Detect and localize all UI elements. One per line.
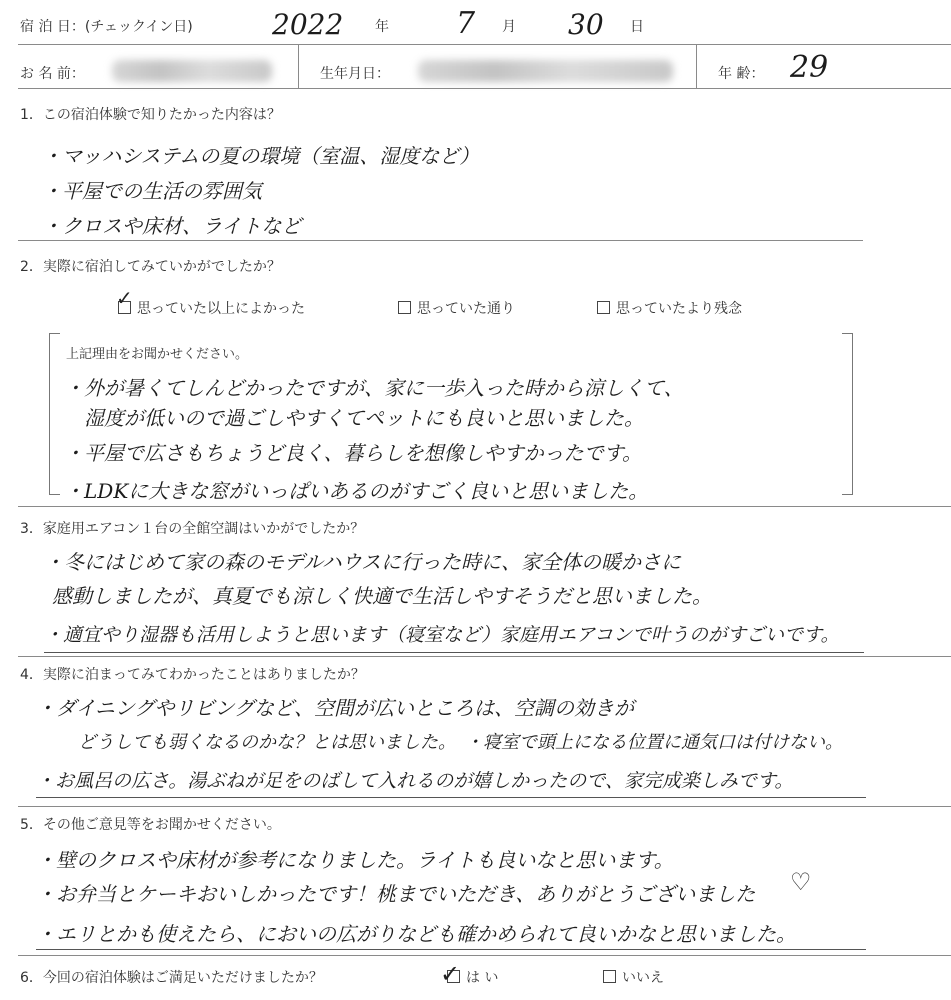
q2-option-better[interactable] [118, 298, 305, 318]
q3-question: 3．家庭用エアコン１台の全館空調はいかがでしたか？ [20, 521, 365, 537]
q2-reason-3: ・平屋で広さもちょうど良く、暮らしを想像しやすかったです。 [64, 441, 642, 465]
q2-question: 2．実際に宿泊してみていかがでしたか？ [20, 259, 281, 275]
day-unit: 日 [630, 19, 644, 35]
q1-answer-2: ・平屋での生活の雰囲気 [42, 179, 262, 203]
q2-checkbox-worse[interactable] [597, 301, 610, 314]
q3-answer-2: 感動しましたが、真夏でも涼しく快適で生活しやすそうだと思いました。 [52, 584, 712, 608]
q2-reason-2: 湿度が低いので過ごしやすくてペットにも良いと思いました。 [84, 406, 644, 430]
redacted-name [112, 60, 272, 82]
q5-answer-2: ・お弁当とケーキおいしかったです！桃までいただき、ありがとうございました [36, 882, 756, 906]
q5-divider [18, 955, 951, 956]
q5-answer-3: ・エリとかも使えたら、においの広がりなども確かめられて良いかなと思いました。 [36, 922, 796, 946]
q6-question: 6．今回の宿泊体験はご満足いただけましたか？ [20, 970, 323, 986]
q6-option-yes-label: は い [466, 970, 499, 986]
q1-answer-3: ・クロスや床材、ライトなど [42, 214, 302, 238]
q6-checkbox-no[interactable] [603, 970, 616, 983]
q2-reason-1: ・外が暑くてしんどかったですが、家に一歩入った時から涼しくて、 [64, 376, 684, 400]
q1-question: 1．この宿泊体験で知りたかった内容は？ [20, 107, 281, 123]
q4-divider [18, 806, 951, 807]
q2-option-expected-label: 思っていた通り [417, 301, 515, 317]
year-unit: 年 [375, 19, 389, 35]
q2-checkbox-expected[interactable] [398, 301, 411, 314]
q1-answer-1: ・マッハシステムの夏の環境（室温、湿度など） [42, 144, 480, 168]
month-value: 7 [456, 6, 476, 41]
q5-answer-1: ・壁のクロスや床材が参考になりました。ライトも良いなと思います。 [36, 848, 674, 872]
q2-check-icon: ✓ [116, 286, 133, 310]
q5-question: 5．その他ご意見等をお聞かせください。 [20, 817, 281, 833]
year-value: 2022 [272, 8, 344, 41]
q3-divider [18, 656, 951, 657]
q2-option-better-label: 思っていた以上によかった [137, 301, 305, 317]
reason-bracket-left [49, 333, 60, 495]
q6-check-icon: ✓ [440, 960, 461, 988]
q2-reason-4: ・LDKに大きな窓がいっぱいあるのがすごく良いと思いました。 [64, 479, 649, 503]
header-divider-2 [18, 88, 951, 89]
q3-answer-1: ・冬にはじめて家の森のモデルハウスに行った時に、家全体の暖かさに [44, 550, 681, 574]
q2-option-expected[interactable] [398, 298, 515, 318]
q6-option-no[interactable] [603, 967, 664, 987]
q3-answer-3-underline [44, 652, 864, 653]
q2-reason-label: 上記理由をお聞かせください。 [66, 347, 249, 362]
q4-question: 4．実際に泊まってみてわかったことはありましたか？ [20, 667, 365, 683]
q4-answer-3: ・お風呂の広さ。湯ぶねが足をのばして入れるのが嬉しかったので、家完成楽しみです。 [36, 770, 794, 792]
q4-answer-2: どうしても弱くなるのかな？とは思いました。 ・寝室で頭上になる位置に通気口は付けない。 [78, 732, 843, 753]
q2-divider [18, 506, 951, 507]
redacted-birthdate [418, 60, 673, 82]
birthdate-divider [696, 44, 697, 88]
q5-answer-3-underline [36, 949, 866, 950]
age-label: 年 齢： [718, 66, 765, 82]
q2-option-worse[interactable] [597, 298, 742, 318]
q4-answer-1: ・ダイニングやリビングなど、空間が広いところは、空調の効きが [36, 696, 634, 720]
day-value: 30 [568, 8, 604, 41]
q2-option-worse-label: 思っていたより残念 [616, 301, 742, 317]
name-label: お 名 前： [20, 66, 85, 82]
header-divider-1 [18, 44, 951, 45]
month-unit: 月 [502, 19, 516, 35]
age-value: 29 [790, 50, 829, 85]
q4-answer-3-underline [36, 797, 866, 798]
q3-answer-3: ・適宜やり湿器も活用しようと思います（寝室など）家庭用エアコンで叶うのがすごいです。 [44, 624, 840, 646]
stay-date-label: 宿 泊 日：(チェックイン日) [20, 19, 193, 35]
reason-bracket-right [842, 333, 853, 495]
q1-divider [18, 240, 863, 241]
q6-option-no-label: いいえ [622, 970, 664, 986]
name-divider [298, 44, 299, 88]
birthdate-label: 生年月日： [320, 66, 390, 82]
heart-icon: ♡ [790, 868, 812, 896]
